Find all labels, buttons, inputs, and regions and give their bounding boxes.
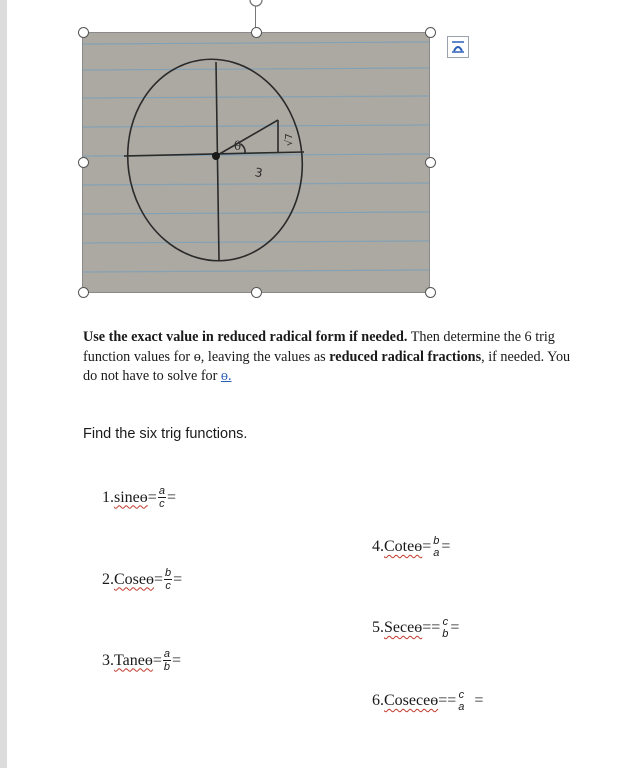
diagram-image[interactable] xyxy=(82,32,430,293)
instructions-text-1: Then determine the 6 trig function values for ɵ, leaving the values as xyxy=(83,329,555,365)
fraction-numerator: c xyxy=(442,616,449,628)
fraction xyxy=(432,535,440,559)
function-name: Coseceɵ xyxy=(384,692,439,709)
equals-sign: == xyxy=(438,692,457,709)
trailing-equals: = xyxy=(450,619,460,636)
left-margin-bar xyxy=(0,0,7,768)
resize-handle-top[interactable] xyxy=(251,27,262,38)
equation-cosecant xyxy=(372,689,483,713)
equation-tangent xyxy=(102,648,181,673)
fraction-numerator: b xyxy=(433,535,440,547)
equals-sign: = xyxy=(154,570,164,588)
fraction xyxy=(158,485,166,510)
instructions-text-2: , if needed. You do not have to solve for xyxy=(83,348,571,384)
instructions-bold-1: Use the exact value in reduced radical form if needed. xyxy=(83,329,408,345)
trailing-equals: = xyxy=(166,488,176,506)
trailing-equals: = xyxy=(173,570,183,588)
function-name: sineɵ xyxy=(114,488,148,506)
fraction-denominator: a xyxy=(458,701,465,713)
resize-handle-top-left[interactable] xyxy=(78,27,89,38)
layout-options-icon xyxy=(448,37,468,57)
layout-options-button[interactable] xyxy=(447,36,469,58)
function-name: Seceɵ xyxy=(384,619,423,636)
fraction xyxy=(164,567,172,592)
theta-link[interactable]: ɵ xyxy=(220,368,228,384)
prompt-text: Find the six trig functions. xyxy=(83,426,248,442)
equation-label: 6. xyxy=(372,692,384,709)
fraction-denominator: c xyxy=(159,498,165,510)
trailing-equals: = xyxy=(441,538,451,555)
equation-label: 4. xyxy=(372,538,384,555)
equation-label: 1. xyxy=(102,488,114,506)
resize-handle-right[interactable] xyxy=(425,157,436,168)
equation-label: 2. xyxy=(102,570,114,588)
instructions-paragraph xyxy=(83,328,583,387)
equals-sign: = xyxy=(147,488,157,506)
instructions-bold-2: reduced radical fractions xyxy=(329,348,482,365)
function-name: Coteɵ xyxy=(384,538,423,555)
equation-secant xyxy=(372,616,459,640)
function-name: Taneɵ xyxy=(114,651,153,669)
resize-handle-bottom-right[interactable] xyxy=(425,287,436,298)
equals-sign: = xyxy=(152,651,162,669)
resize-handle-left[interactable] xyxy=(78,157,89,168)
fraction-numerator: b xyxy=(165,567,172,579)
equation-sine xyxy=(102,485,176,510)
trailing-equals: = xyxy=(172,651,182,669)
equation-label: 3. xyxy=(102,651,114,669)
fraction-denominator: c xyxy=(165,580,171,592)
theta-label: θ xyxy=(234,139,242,153)
fraction-denominator: b xyxy=(442,628,449,640)
equation-cotangent xyxy=(372,535,450,559)
function-name: Coseɵ xyxy=(114,570,154,588)
equation-label: 5. xyxy=(372,619,384,636)
fraction-numerator: c xyxy=(458,689,465,701)
equals-sign: == xyxy=(422,619,441,636)
fraction-denominator: a xyxy=(433,547,440,559)
handwritten-diagram xyxy=(82,32,430,293)
trailing-equals: = xyxy=(466,692,484,709)
resize-handle-top-right[interactable] xyxy=(425,27,436,38)
fraction-numerator: a xyxy=(163,648,171,660)
equation-cosine xyxy=(102,567,182,592)
resize-handle-bottom[interactable] xyxy=(251,287,262,298)
fraction xyxy=(457,689,465,713)
opposite-label: √7 xyxy=(284,133,295,146)
equals-sign: = xyxy=(422,538,432,555)
fraction-denominator: b xyxy=(163,661,171,673)
fraction xyxy=(163,648,171,673)
instructions-text-3: . xyxy=(228,368,232,384)
resize-handle-bottom-left[interactable] xyxy=(78,287,89,298)
fraction xyxy=(441,616,449,640)
rotate-handle-icon[interactable] xyxy=(248,0,264,10)
fraction-numerator: a xyxy=(158,485,165,497)
adjacent-label: 3 xyxy=(253,165,264,181)
